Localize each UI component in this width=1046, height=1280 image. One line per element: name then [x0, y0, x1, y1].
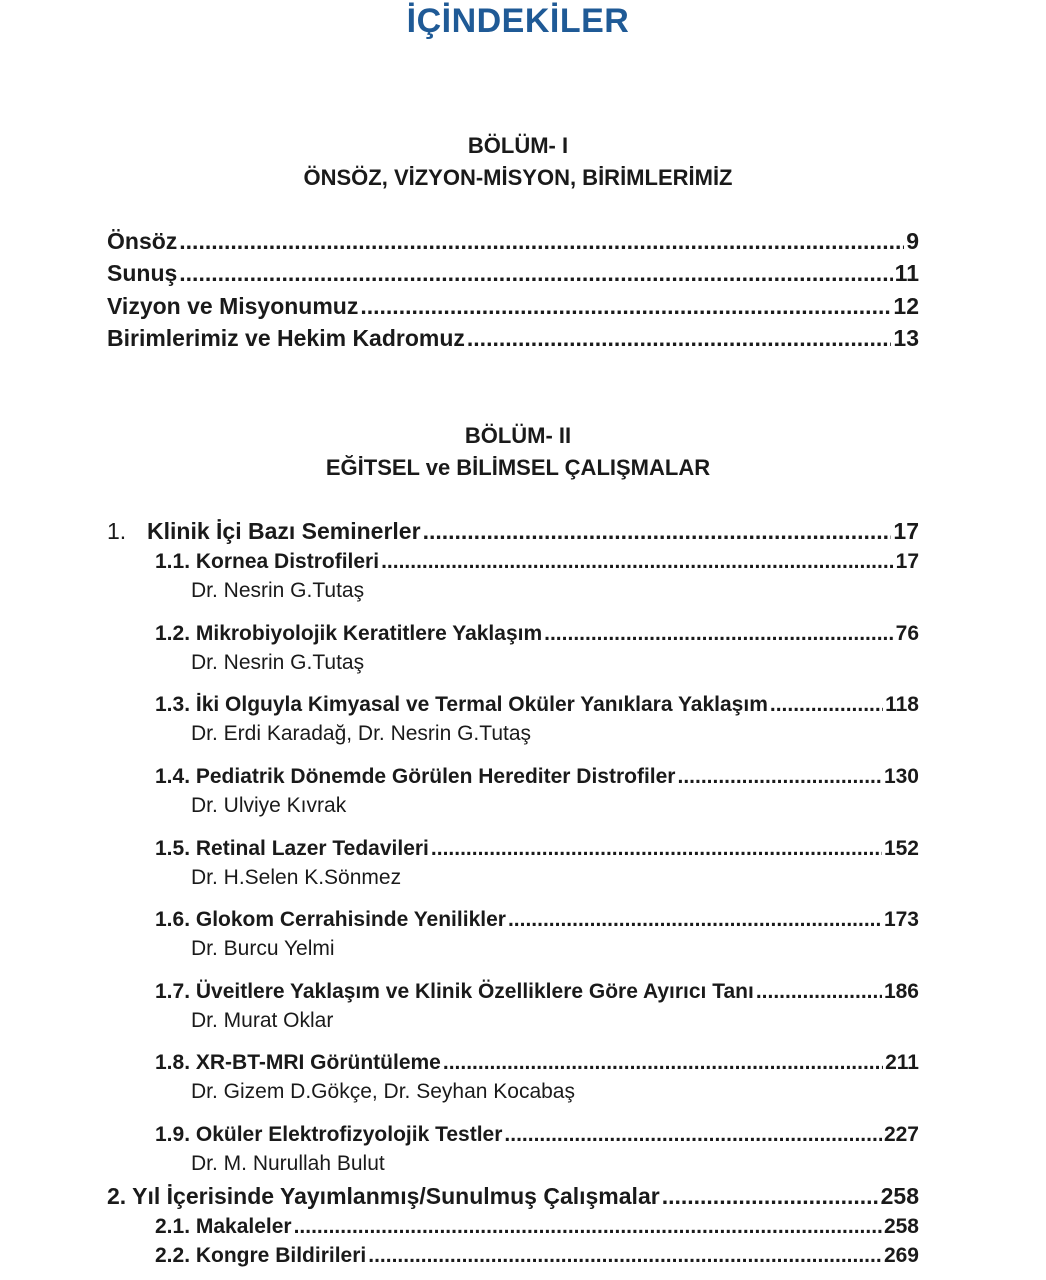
- toc-entry-label: Önsöz: [107, 228, 178, 254]
- toc-entry-label: Sunuş: [107, 260, 178, 286]
- toc-entry-page: 13: [893, 325, 919, 351]
- toc-publication[interactable]: [155, 1215, 919, 1239]
- toc-entry-label: Klinik İçi Bazı Seminerler: [147, 518, 421, 544]
- toc-entry-page: 152: [883, 837, 919, 860]
- part2-subheading: EĞİTSEL ve BİLİMSEL ÇALIŞMALAR: [325, 455, 711, 480]
- leader-dots: [368, 1244, 882, 1268]
- leader-dots: [770, 693, 883, 717]
- section-number: 1.: [107, 518, 127, 544]
- toc-entry-label: Vizyon ve Misyonumuz: [107, 293, 359, 319]
- toc-entry-label: 1.6. Glokom Cerrahisinde Yenilikler: [155, 908, 506, 931]
- toc-seminar[interactable]: [155, 765, 919, 789]
- toc-entry-page: 186: [883, 980, 919, 1003]
- toc-entry-page: 258: [883, 1215, 919, 1238]
- seminar-author: Dr. Burcu Yelmi: [191, 937, 335, 960]
- leader-dots: [179, 260, 892, 287]
- toc-section-2[interactable]: [107, 1183, 919, 1210]
- toc-seminar[interactable]: [155, 980, 919, 1004]
- toc-entry-label: 1.5. Retinal Lazer Tedavileri: [155, 837, 429, 860]
- toc-entry-birimlerimiz[interactable]: [107, 325, 919, 352]
- toc-entry-page: 258: [880, 1183, 919, 1209]
- leader-dots: [677, 765, 881, 789]
- toc-entry-page: 9: [906, 228, 919, 254]
- toc-entry-label: 1.4. Pediatrik Dönemde Görülen Herediter Distrofiler: [155, 765, 676, 788]
- toc-entry-page: 211: [885, 1051, 919, 1074]
- toc-entry-page: 17: [895, 550, 919, 573]
- leader-dots: [756, 980, 882, 1004]
- leader-dots: [431, 837, 882, 861]
- leader-dots: [443, 1051, 883, 1075]
- toc-entry-label: Birimlerimiz ve Hekim Kadromuz: [107, 325, 465, 351]
- seminar-author: Dr. Nesrin G.Tutaş: [191, 651, 365, 674]
- toc-entry-label: 1.9. Oküler Elektrofizyolojik Testler: [155, 1123, 503, 1146]
- leader-dots: [662, 1183, 879, 1210]
- toc-entry-onsoz[interactable]: [107, 228, 919, 255]
- part1-subheading: ÖNSÖZ, VİZYON-MİSYON, BİRİMLERİMİZ: [303, 165, 733, 190]
- seminar-author: Dr. Ulviye Kıvrak: [191, 794, 347, 817]
- toc-seminar[interactable]: [155, 622, 919, 646]
- seminar-author: Dr. H.Selen K.Sönmez: [191, 866, 402, 889]
- toc-entry-label: 1.2. Mikrobiyolojik Keratitlere Yaklaşım: [155, 622, 543, 645]
- seminar-author: Dr. Gizem D.Gökçe, Dr. Seyhan Kocabaş: [191, 1080, 575, 1103]
- leader-dots: [423, 518, 892, 545]
- toc-seminar[interactable]: [155, 1123, 919, 1147]
- seminar-author: Dr. Nesrin G.Tutaş: [191, 579, 365, 602]
- toc-entry-label: 2.1. Makaleler: [155, 1215, 292, 1238]
- toc-entry-label: 1.7. Üveitlere Yaklaşım ve Klinik Özelliklere Göre Ayırıcı Tanı: [155, 980, 754, 1003]
- leader-dots: [467, 325, 892, 352]
- toc-entry-page: 227: [883, 1123, 919, 1146]
- toc-entry-page: 11: [894, 260, 919, 286]
- toc-entry-page: 118: [885, 693, 919, 716]
- toc-entry-page: 269: [883, 1244, 919, 1267]
- toc-entry-label: 1.8. XR-BT-MRI Görüntüleme: [155, 1051, 441, 1074]
- toc-entry-label: 2. Yıl İçerisinde Yayımlanmış/Sunulmuş Çalışmalar: [107, 1183, 660, 1209]
- leader-dots: [544, 622, 894, 646]
- toc-publication[interactable]: [155, 1244, 919, 1268]
- toc-seminar[interactable]: [155, 908, 919, 932]
- toc-entry-page: 173: [883, 908, 919, 931]
- toc-entry-label: 1.3. İki Olguyla Kimyasal ve Termal Oküler Yanıklara Yaklaşım: [155, 693, 768, 716]
- leader-dots: [294, 1215, 882, 1239]
- toc-entry-page: 130: [883, 765, 919, 788]
- toc-entry-label: 2.2. Kongre Bildirileri: [155, 1244, 367, 1267]
- part2-heading: BÖLÜM- II: [464, 423, 572, 448]
- toc-seminar[interactable]: [155, 550, 919, 574]
- part1-heading: BÖLÜM- I: [467, 133, 569, 158]
- toc-entry-page: 17: [893, 518, 919, 544]
- toc-entry-page: 12: [893, 293, 919, 319]
- leader-dots: [508, 908, 882, 932]
- seminar-author: Dr. Erdi Karadağ, Dr. Nesrin G.Tutaş: [191, 722, 532, 745]
- toc-entry-label: 1.1. Kornea Distrofileri: [155, 550, 380, 573]
- toc-entry-page: 76: [895, 622, 919, 645]
- toc-seminar[interactable]: [155, 693, 919, 717]
- toc-entry-vizyon[interactable]: [107, 293, 919, 320]
- toc-entry-sunus[interactable]: [107, 260, 919, 287]
- toc-seminar[interactable]: [155, 1051, 919, 1075]
- toc-seminar[interactable]: [155, 837, 919, 861]
- seminar-author: Dr. Murat Oklar: [191, 1009, 334, 1032]
- leader-dots: [504, 1123, 882, 1147]
- page-title: İÇİNDEKİLER: [406, 2, 630, 40]
- seminar-author: Dr. M. Nurullah Bulut: [191, 1152, 385, 1175]
- toc-section-1[interactable]: [107, 518, 919, 545]
- leader-dots: [381, 550, 894, 574]
- leader-dots: [360, 293, 891, 320]
- leader-dots: [179, 228, 904, 255]
